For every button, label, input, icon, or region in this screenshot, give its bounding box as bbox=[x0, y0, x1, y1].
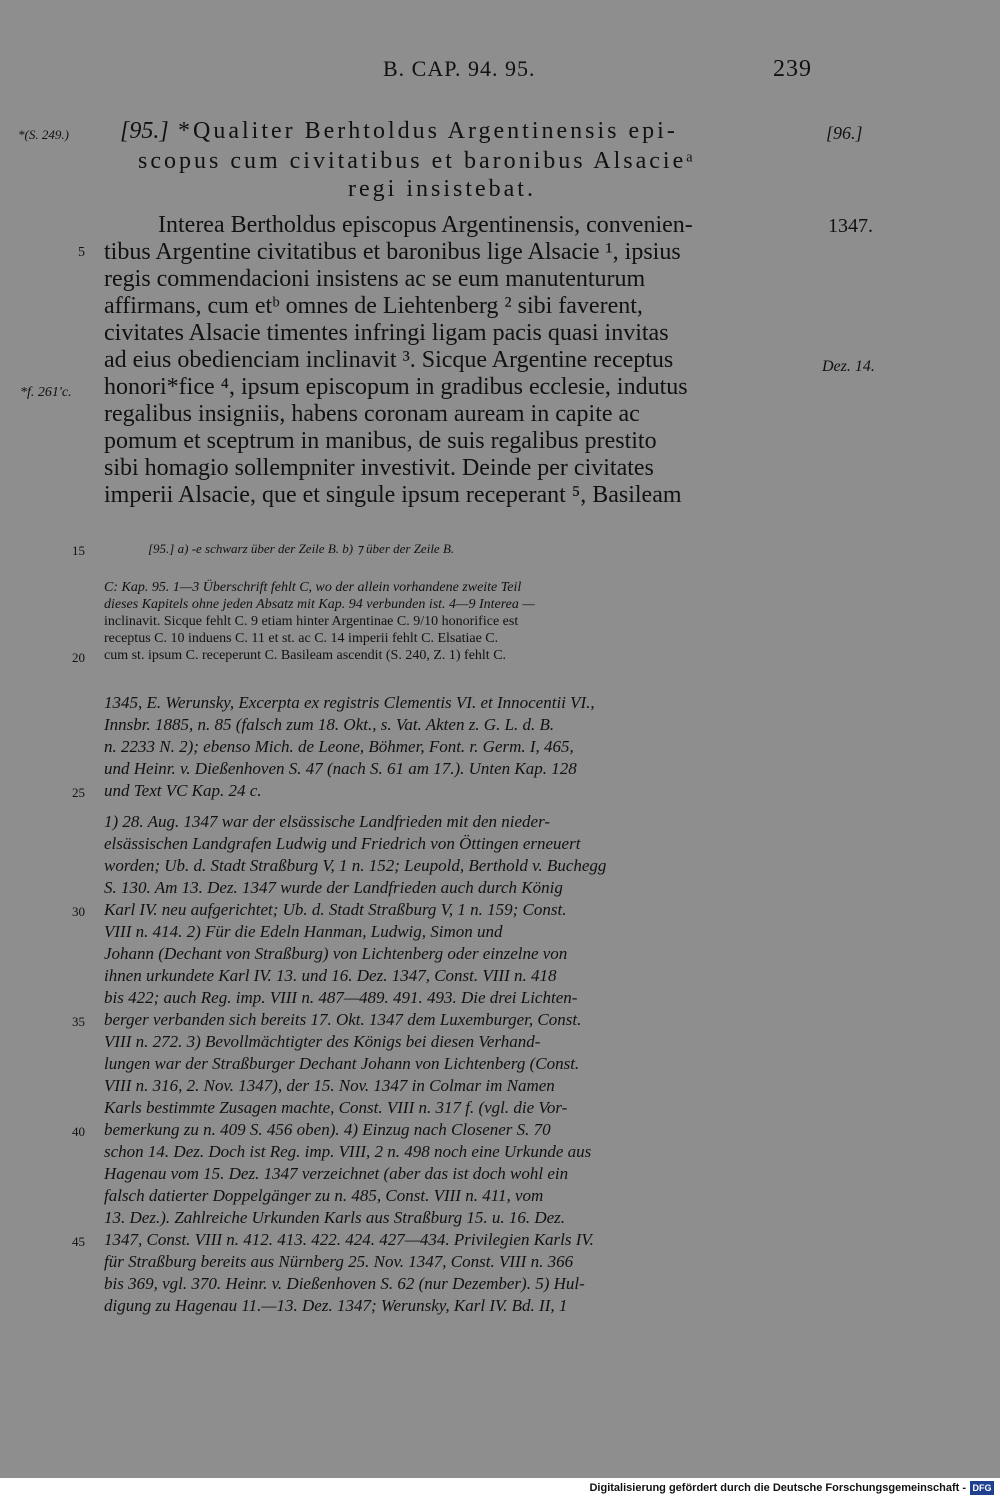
dfg-logo: DFG bbox=[970, 1481, 994, 1495]
apparatus-line: receptus C. 10 induens C. 11 et st. ac C. 14 imperii fehlt C. Elsatiae C. bbox=[104, 631, 499, 646]
footnote-line: 13. Dez.). Zahlreiche Urkunden Karls aus Straßburg 15. u. 16. Dez. bbox=[104, 1208, 566, 1227]
page-number: 239 bbox=[773, 56, 812, 82]
footnote-line: falsch datierter Doppelgänger zu n. 485, Const. VIII n. 411, vom bbox=[104, 1186, 544, 1205]
footnote-line: und Heinr. v. Dießenhoven S. 47 (nach S. 61 am 17.). Unten Kap. 128 bbox=[104, 759, 577, 778]
footnote-line: Johann (Dechant von Straßburg) von Lichtenberg oder einzelne von bbox=[104, 944, 568, 963]
title-line: *Qualiter Berhtoldus Argentinensis epi- bbox=[178, 118, 678, 144]
body-line: affirmans, cum etᵇ omnes de Liehtenberg ² sibi faverent, bbox=[104, 293, 643, 319]
apparatus-line: inclinavit. Sicque fehlt C. 9 etiam hinter Argentinae C. 9/10 honorifice est bbox=[104, 614, 519, 629]
body-line: pomum et sceptrum in manibus, de suis regalibus prestito bbox=[104, 428, 657, 454]
line-number-40: 40 bbox=[72, 1124, 85, 1139]
line-number-30: 30 bbox=[72, 904, 85, 919]
body-line: regis commendacioni insistens ac se eum manutenturum bbox=[104, 266, 646, 292]
footnote-line: Karl IV. neu aufgerichtet; Ub. d. Stadt Straßburg V, 1 n. 159; Const. bbox=[104, 900, 567, 919]
body-line: civitates Alsacie timentes infringi ligam pacis quasi invitas bbox=[104, 320, 669, 346]
line-number-5: 5 bbox=[78, 245, 85, 260]
footnote-line: elsässischen Landgrafen Ludwig und Friedrich von Öttingen erneuert bbox=[104, 834, 581, 853]
footnote-line: digung zu Hagenau 11.—13. Dez. 1347; Werunsky, Karl IV. Bd. II, 1 bbox=[104, 1296, 568, 1315]
footnote-line: 1345, E. Werunsky, Excerpta ex registris Clementis VI. et Innocentii VI., bbox=[104, 693, 595, 712]
title-line: scopus cum civitatibus et baronibus Alsacieᵃ bbox=[138, 148, 696, 174]
footnote-line: VIII n. 414. 2) Für die Edeln Hanman, Ludwig, Simon und bbox=[104, 922, 503, 941]
apparatus-line: cum st. ipsum C. receperunt C. Basileam ascendit (S. 240, Z. 1) fehlt C. bbox=[104, 648, 507, 663]
margin-ref-page: *(S. 249.) bbox=[18, 127, 69, 142]
chapter-number-left: [95.] bbox=[120, 118, 169, 144]
body-line: ad eius obedienciam inclinavit ³. Sicque Argentine receptus bbox=[104, 347, 674, 373]
footnote-line: bemerkung zu n. 409 S. 456 oben). 4) Einzug nach Closener S. 70 bbox=[104, 1120, 551, 1139]
variant-note: [95.] a) -e schwarz über der Zeile B. b) ⁊ über der Zeile B. bbox=[148, 541, 455, 556]
line-number-20: 20 bbox=[72, 650, 85, 665]
funding-text: Digitalisierung gefördert durch die Deutsche Forschungsgemeinschaft - bbox=[589, 1482, 966, 1494]
body-line: Interea Bertholdus episcopus Argentinensis, convenien- bbox=[158, 212, 693, 238]
running-title: B. CAP. 94. 95. bbox=[383, 56, 536, 81]
footnote-line: lungen war der Straßburger Dechant Johann von Lichtenberg (Const. bbox=[104, 1054, 580, 1073]
line-number-15: 15 bbox=[72, 543, 85, 558]
title-line: regi insistebat. bbox=[348, 176, 536, 202]
body-line: imperii Alsacie, que et singule ipsum receperant ⁵, Basileam bbox=[104, 482, 682, 508]
footnote-line: worden; Ub. d. Stadt Straßburg V, 1 n. 152; Leupold, Berthold v. Buchegg bbox=[104, 856, 607, 875]
body-line: regalibus insigniis, habens coronam auream in capite ac bbox=[104, 401, 640, 427]
footnote-line: und Text VC Kap. 24 c. bbox=[104, 781, 262, 800]
footnote-line: 1347, Const. VIII n. 412. 413. 422. 424. 427—434. Privilegien Karls IV. bbox=[104, 1230, 594, 1249]
footnote-line: ihnen urkundete Karl IV. 13. und 16. Dez. 1347, Const. VIII n. 418 bbox=[104, 966, 557, 985]
footnote-line: bis 422; auch Reg. imp. VIII n. 487—489. 491. 493. Die drei Lichten- bbox=[104, 988, 578, 1007]
body-line: tibus Argentine civitatibus et baronibus lige Alsacie ¹, ipsius bbox=[104, 239, 681, 265]
line-number-35: 35 bbox=[72, 1014, 85, 1029]
footnote-line: VIII n. 272. 3) Bevollmächtigter des Königs bei diesen Verhand- bbox=[104, 1032, 541, 1051]
footnote-line: VIII n. 316, 2. Nov. 1347), der 15. Nov. 1347 in Colmar im Namen bbox=[104, 1076, 555, 1095]
margin-date: Dez. 14. bbox=[822, 358, 875, 375]
funding-footer bbox=[0, 1478, 1000, 1501]
apparatus-line: dieses Kapitels ohne jeden Absatz mit Kap. 94 verbunden ist. 4—9 Interea — bbox=[104, 597, 535, 612]
line-number-45: 45 bbox=[72, 1234, 85, 1249]
footnote-line: S. 130. Am 13. Dez. 1347 wurde der Landfrieden auch durch König bbox=[104, 878, 563, 897]
margin-folio: *f. 261'c. bbox=[20, 385, 72, 400]
footnote-line: Innsbr. 1885, n. 85 (falsch zum 18. Okt., s. Vat. Akten z. G. L. d. B. bbox=[104, 715, 555, 734]
footnote-line: berger verbanden sich bereits 17. Okt. 1347 dem Luxemburger, Const. bbox=[104, 1010, 582, 1029]
footnote-line: 1) 28. Aug. 1347 war der elsässische Landfrieden mit den nieder- bbox=[104, 812, 551, 831]
footnote-line: Hagenau vom 15. Dez. 1347 verzeichnet (aber das ist doch wohl ein bbox=[104, 1164, 569, 1183]
body-line: sibi homagio sollempniter investivit. Deinde per civitates bbox=[104, 455, 654, 481]
footnote-line: schon 14. Dez. Doch ist Reg. imp. VIII, 2 n. 498 noch eine Urkunde aus bbox=[104, 1142, 592, 1161]
margin-year: 1347. bbox=[828, 215, 873, 237]
chapter-number-right: [96.] bbox=[826, 123, 863, 143]
footnote-line: für Straßburg bereits aus Nürnberg 25. Nov. 1347, Const. VIII n. 366 bbox=[104, 1252, 574, 1271]
footnote-line: bis 369, vgl. 370. Heinr. v. Dießenhoven S. 62 (nur Dezember). 5) Hul- bbox=[104, 1274, 585, 1293]
apparatus-line: C: Kap. 95. 1—3 Überschrift fehlt C, wo der allein vorhandene zweite Teil bbox=[104, 580, 522, 595]
footnote-line: n. 2233 N. 2); ebenso Mich. de Leone, Böhmer, Font. r. Germ. I, 465, bbox=[104, 737, 574, 756]
footnote-line: Karls bestimmte Zusagen machte, Const. VIII n. 317 f. (vgl. die Vor- bbox=[104, 1098, 568, 1117]
body-line: honori*fice ⁴, ipsum episcopum in gradibus ecclesie, indutus bbox=[104, 374, 688, 400]
line-number-25: 25 bbox=[72, 785, 85, 800]
